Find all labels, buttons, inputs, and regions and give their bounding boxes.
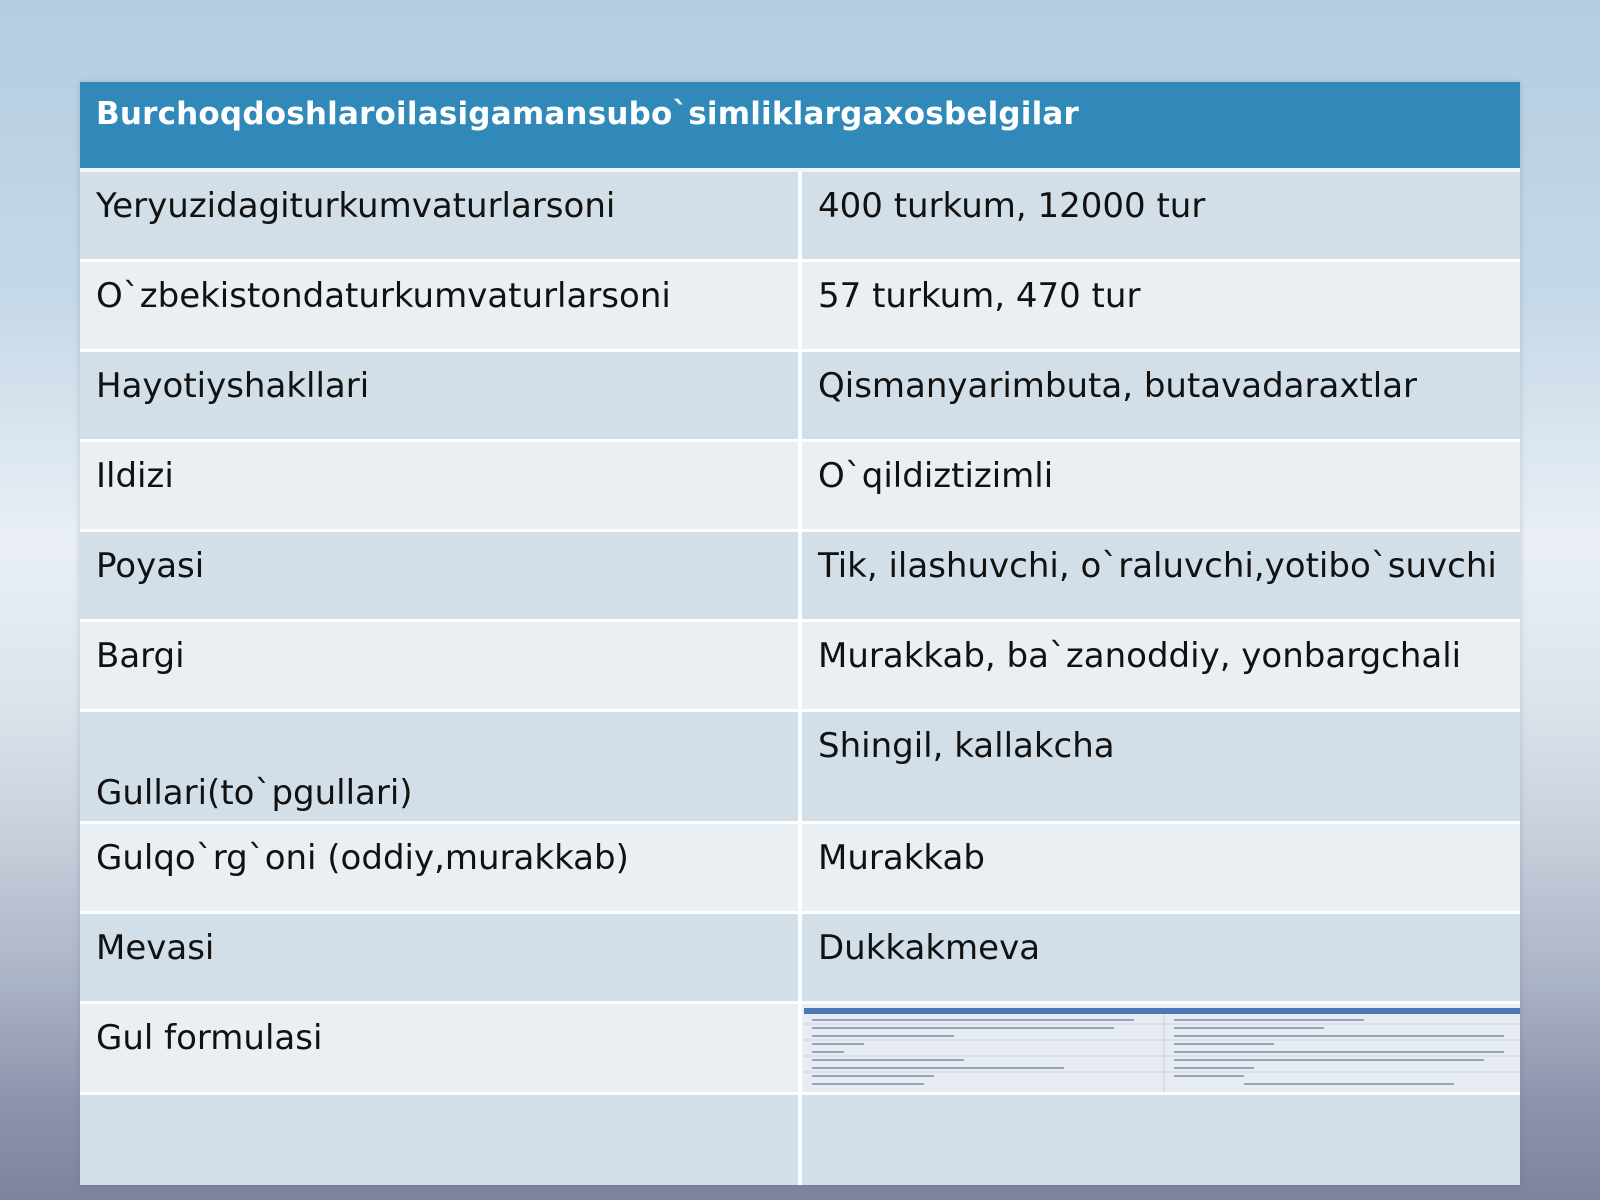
- row-label: Mevasi: [80, 912, 800, 1002]
- table-row: [80, 530, 1520, 620]
- row-label: O`zbekistondaturkumvaturlarsoni: [80, 260, 800, 350]
- row-label: Ildizi: [80, 440, 800, 530]
- table-row: [80, 440, 1520, 530]
- row-value: O`qildiztizimli: [800, 440, 1520, 530]
- table-header-row: [80, 82, 1520, 170]
- row-value: Tik, ilashuvchi, o`raluvchi,yotibo`suvchi: [800, 530, 1520, 620]
- table-row: [80, 350, 1520, 440]
- table-title: Burchoqdoshlaroilasigamansubo`simliklargaxosbelgilar: [80, 82, 1520, 170]
- row-value: Dukkakmeva: [800, 912, 1520, 1002]
- table-row: [80, 1002, 1520, 1093]
- table-row: [80, 710, 1520, 822]
- row-label: [80, 1093, 800, 1185]
- row-label: Gullari(to`pgullari): [80, 710, 800, 822]
- features-table: [80, 82, 1520, 1185]
- formula-thumbnail-image: [804, 1008, 1518, 1092]
- table-row: [80, 620, 1520, 710]
- row-label: Poyasi: [80, 530, 800, 620]
- row-value: 400 turkum, 12000 tur: [800, 170, 1520, 260]
- row-label: Gulqo`rg`oni (oddiy,murakkab): [80, 822, 800, 912]
- row-label: Yeryuzidagiturkumvaturlarsoni: [80, 170, 800, 260]
- row-value: Shingil, kallakcha: [800, 710, 1520, 822]
- table-row: [80, 260, 1520, 350]
- row-image-cell: [800, 1002, 1520, 1093]
- row-value: 57 turkum, 470 tur: [800, 260, 1520, 350]
- row-value: [800, 1093, 1520, 1185]
- row-value: Qismanyarimbuta, butavadaraxtlar: [800, 350, 1520, 440]
- row-label: Bargi: [80, 620, 800, 710]
- row-value: Murakkab: [800, 822, 1520, 912]
- table-row: [80, 912, 1520, 1002]
- table-row: [80, 170, 1520, 260]
- table-row: [80, 1093, 1520, 1185]
- row-label: Hayotiyshakllari: [80, 350, 800, 440]
- row-label: Gul formulasi: [80, 1002, 800, 1093]
- table-row: [80, 822, 1520, 912]
- row-value: Murakkab, ba`zanoddiy, yonbargchali: [800, 620, 1520, 710]
